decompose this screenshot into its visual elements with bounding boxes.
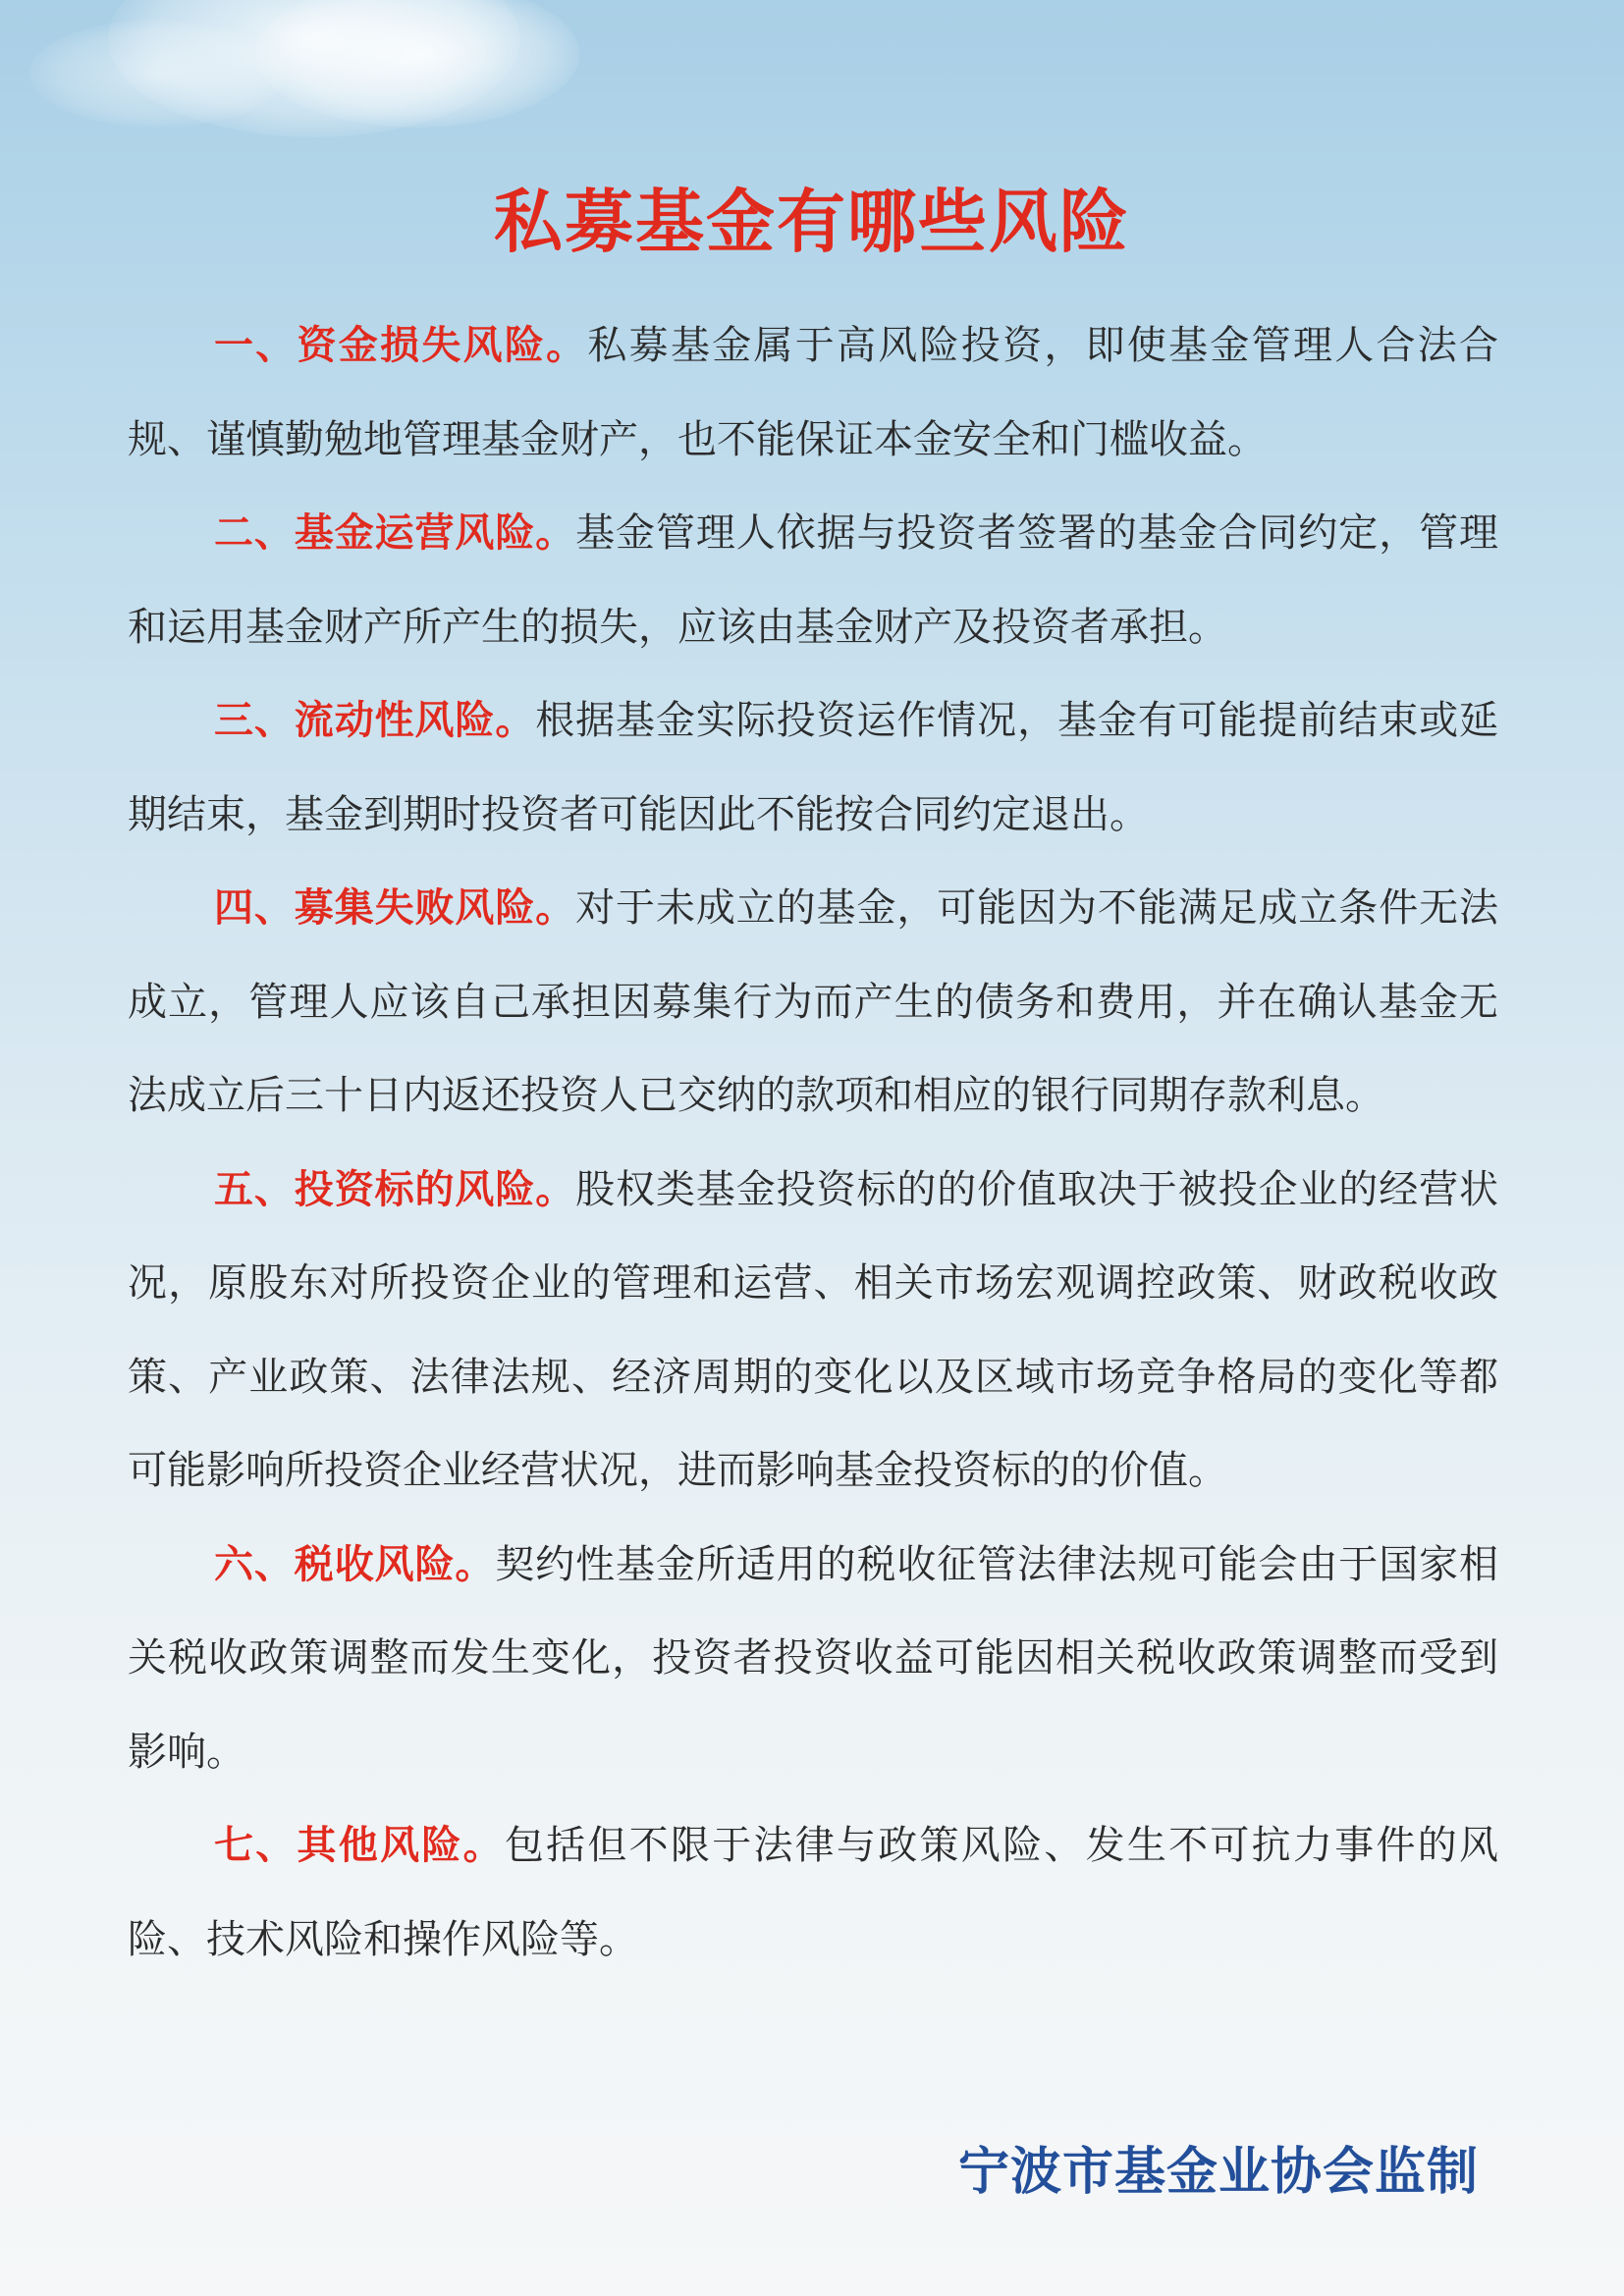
risk-heading: 五、投资标的风险。 — [214, 1166, 576, 1212]
sky-cloud — [29, 20, 285, 128]
risk-item-operation — [128, 487, 1498, 674]
risk-item-fundraising-failure — [128, 862, 1498, 1144]
risk-heading: 一、资金损失风险。 — [214, 323, 588, 368]
risk-item-capital-loss — [128, 299, 1498, 487]
risk-list — [128, 299, 1498, 1987]
risk-heading: 三、流动性风险。 — [214, 698, 536, 743]
risk-text: 对于未成立的基金，可能因为不能满足成立条件无法成立，管理人应该自己承担因募集行为而产生的债务和费用，并在确认基金无法成立后三十日内返还投资人已交纳的款项和相应的银行同期存款利息。 — [128, 885, 1499, 1118]
risk-heading: 六、税收风险。 — [214, 1541, 496, 1587]
risk-item-tax — [128, 1519, 1498, 1800]
risk-item-liquidity — [128, 674, 1498, 862]
page-title: 私募基金有哪些风险 — [494, 182, 1130, 262]
risk-item-investment-target — [128, 1144, 1498, 1519]
risk-heading: 七、其他风险。 — [214, 1823, 505, 1868]
risk-text: 契约性基金所适用的税收征管法律法规可能会由于国家相关税收政策调整而发生变化，投资者投资收益可能因相关税收政策调整而受到影响。 — [128, 1541, 1499, 1775]
risk-text: 包括但不限于法律与政策风险、发生不可抗力事件的风险、技术风险和操作风险等。 — [128, 1823, 1499, 1962]
risk-text: 根据基金实际投资运作情况，基金有可能提前结束或延期结束，基金到期时投资者可能因此不能按合同约定退出。 — [128, 698, 1499, 837]
risk-heading: 四、募集失败风险。 — [214, 885, 576, 931]
risk-text: 股权类基金投资标的的价值取决于被投企业的经营状况，原股东对所投资企业的管理和运营、相关市场宏观调控政策、财政税收政策、产业政策、法律法规、经济周期的变化以及区域市场竞争格局的变化等都可能影响所投资企业经营状况，进而影响基金投资标的的价值。 — [128, 1166, 1499, 1493]
risk-heading: 二、基金运营风险。 — [214, 510, 576, 556]
risk-item-other — [128, 1799, 1498, 1987]
risk-text: 基金管理人依据与投资者签署的基金合同约定，管理和运用基金财产所产生的损失，应该由基金财产及投资者承担。 — [128, 510, 1499, 650]
issuer-signature: 宁波市基金业协会监制 — [957, 2143, 1479, 2202]
risk-text: 私募基金属于高风险投资，即使基金管理人合法合规、谨慎勤勉地管理基金财产，也不能保证本金安全和门槛收益。 — [128, 323, 1499, 462]
